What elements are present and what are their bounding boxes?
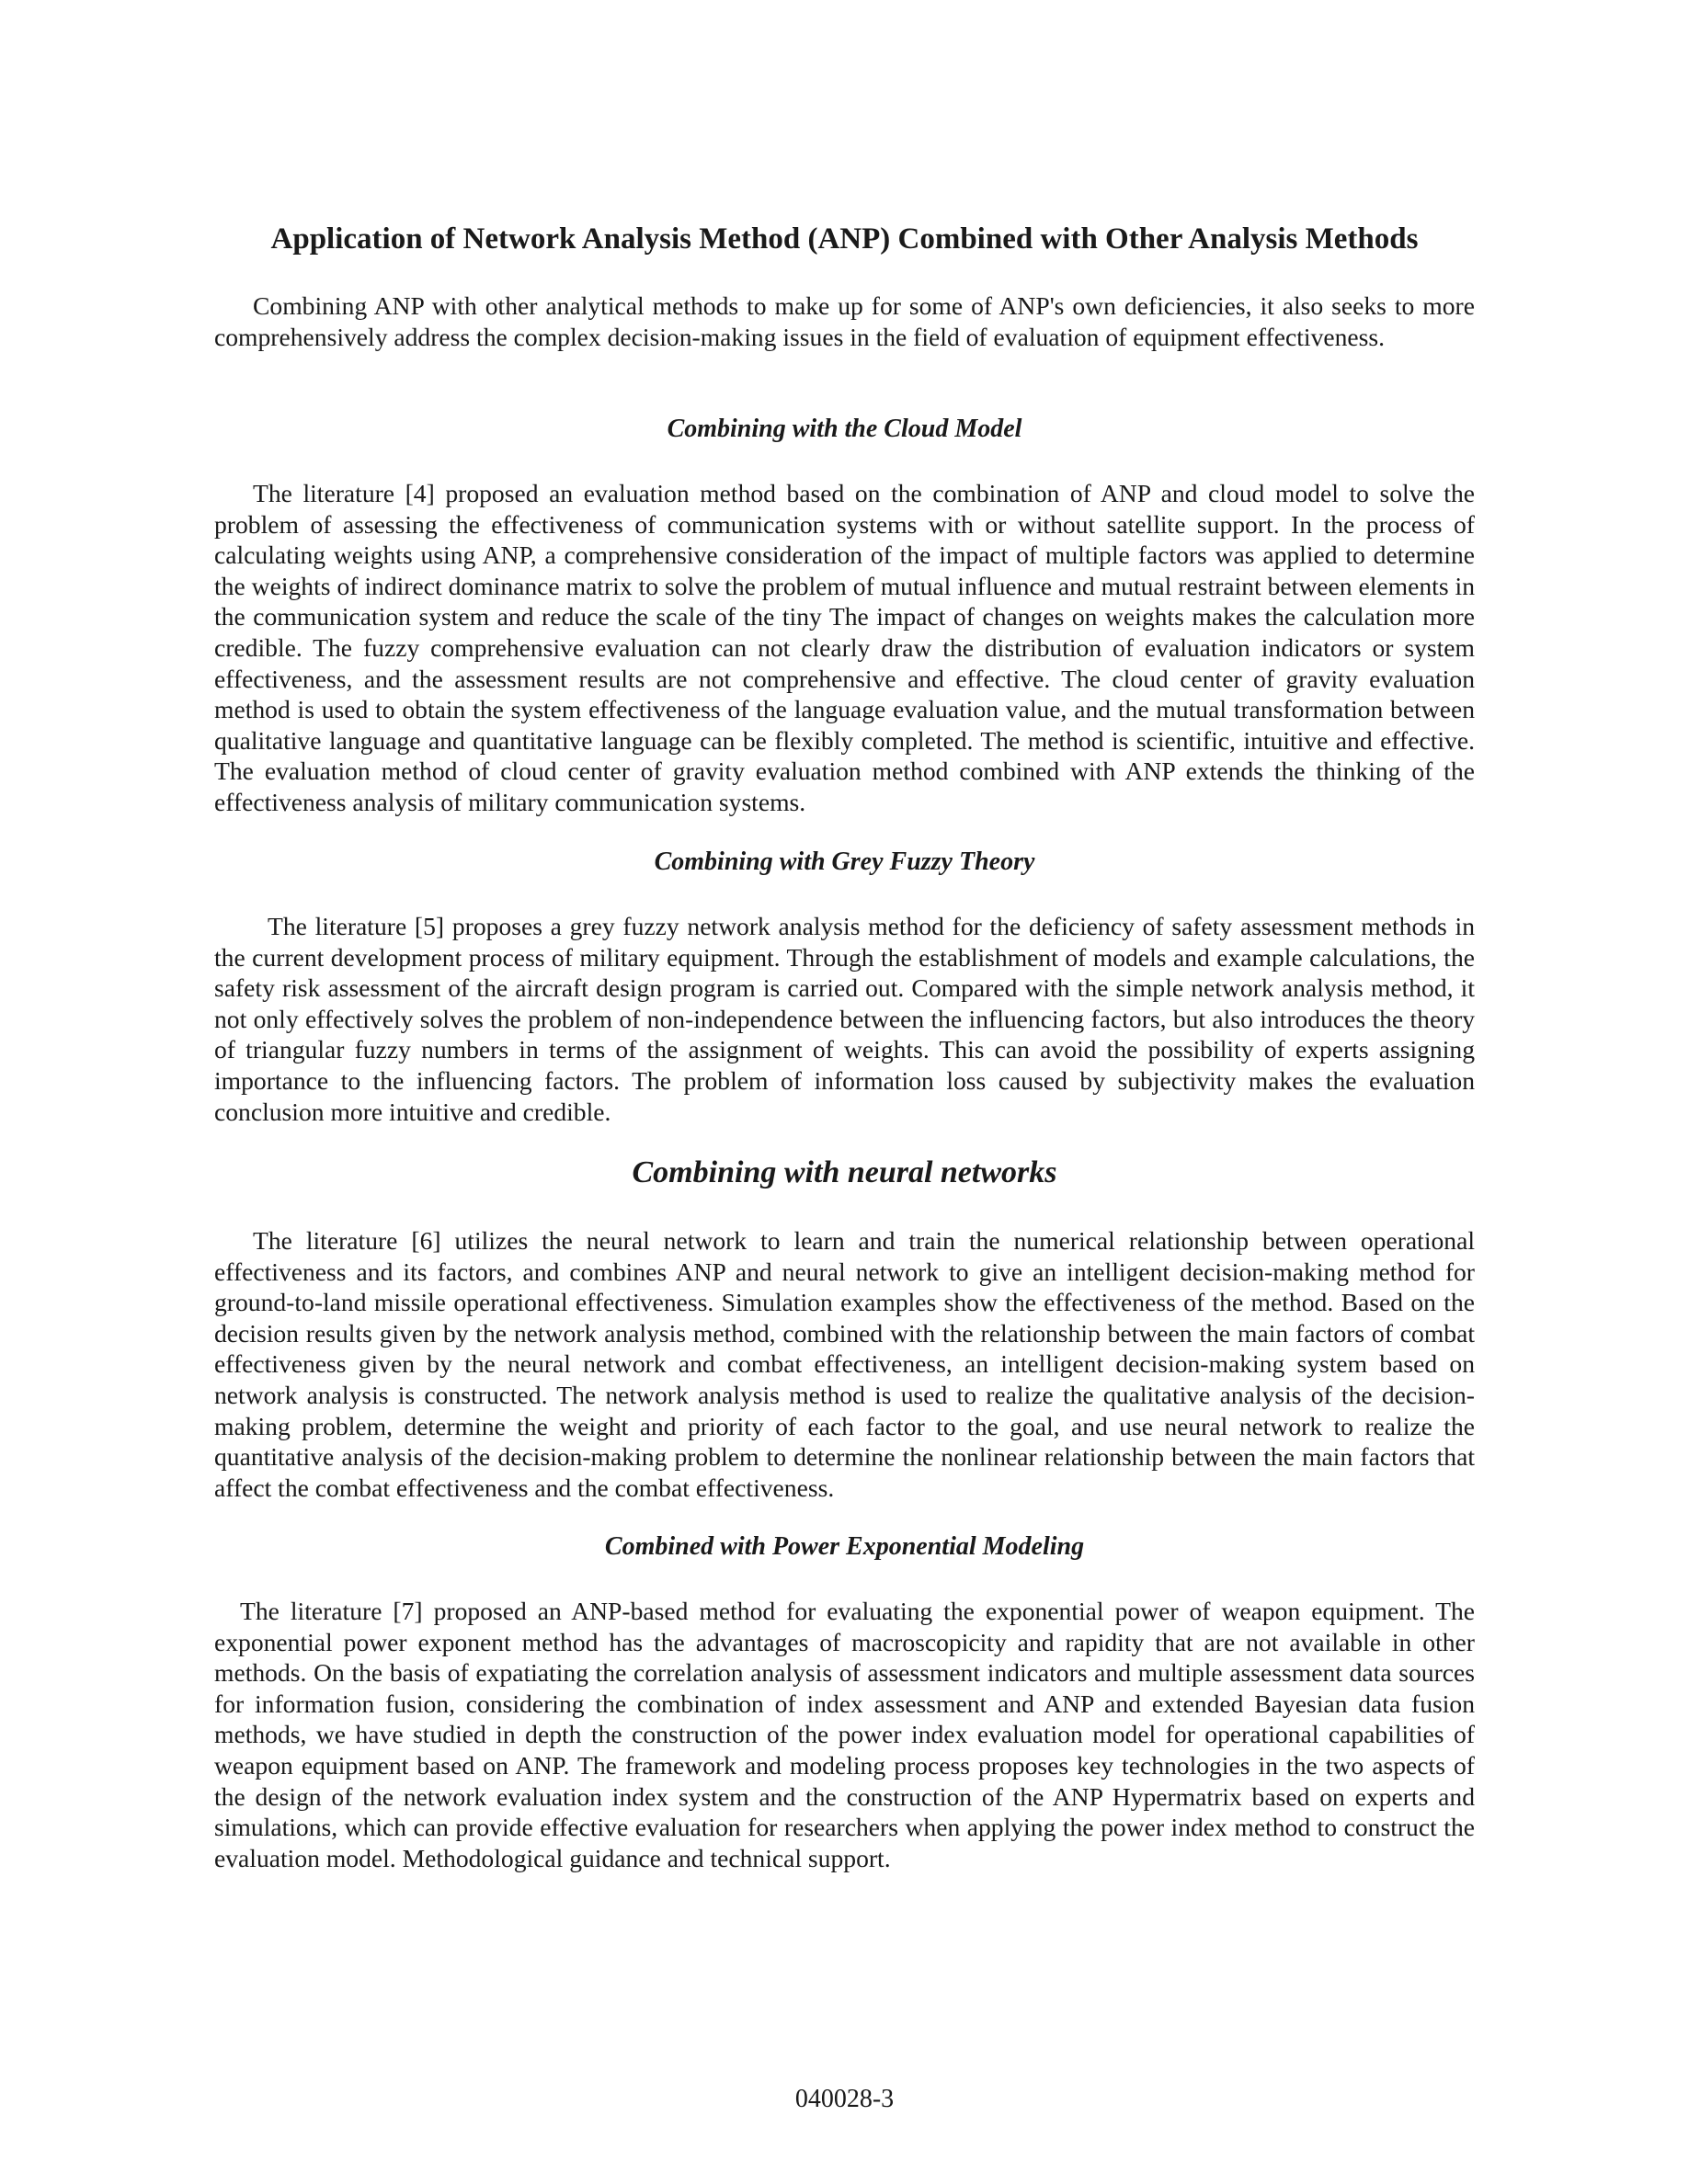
section-heading-neural-networks: Combining with neural networks xyxy=(632,1155,1057,1189)
section-heading-grey-fuzzy: Combining with Grey Fuzzy Theory xyxy=(654,847,1035,876)
intro-paragraph: Combining ANP with other analytical methods to make up for some of ANP's own deficiencies, it also seeks to more comprehensively address the complex decision-making issues in the field of evaluation of equipment effectiveness. xyxy=(214,291,1475,351)
section-body-grey-fuzzy: The literature [5] proposes a grey fuzzy network analysis method for the deficiency of safety assessment methods in the current development process of military equipment. Through the establishment of models and example calculations, the safety risk assessment of the aircraft design program is carried out. Compared with the simple network analysis method, it not only effectively solves the problem of non-independence between the influencing factors, but also introduces the theory of triangular fuzzy numbers in terms of the assignment of weights. This can avoid the possibility of experts assigning importance to the influencing factors. The problem of information loss caused by subjectivity makes the evaluation conclusion more intuitive and credible. xyxy=(214,912,1475,1126)
section-body-cloud-model: The literature [4] proposed an evaluation method based on the combination of ANP and cloud model to solve the problem of assessing the effectiveness of communication systems with or without satellite support. In the process of calculating weights using ANP, a comprehensive consideration of the impact of multiple factors was applied to determine the weights of indirect dominance matrix to solve the problem of mutual influence and mutual restraint between elements in the communication system and reduce the scale of the tiny The impact of changes on weights makes the calculation more credible. The fuzzy comprehensive evaluation can not clearly draw the distribution of evaluation indicators or system effectiveness, and the assessment results are not comprehensive and effective. The cloud center of gravity evaluation method is used to obtain the system effectiveness of the language evaluation value, and the mutual transformation between qualitative language and quantitative language can be flexibly completed. The method is scientific, intuitive and effective. The evaluation method of cloud center of gravity evaluation method combined with ANP extends the thinking of the effectiveness analysis of military communication systems. xyxy=(214,479,1475,816)
section-body-power-exponential: The literature [7] proposed an ANP-based method for evaluating the exponential power of weapon equipment. The exponential power exponent method has the advantages of macroscopicity and rapidity that are not available in other methods. On the basis of expatiating the correlation analysis of assessment indicators and multiple assessment data sources for information fusion, considering the combination of index assessment and ANP and extended Bayesian data fusion methods, we have studied in depth the construction of the power index evaluation model for operational capabilities of weapon equipment based on ANP. The framework and modeling process proposes key technologies in the two aspects of the design of the network evaluation index system and the construction of the ANP Hypermatrix based on experts and simulations, which can provide effective evaluation for researchers when applying the power index method to construct the evaluation model. Methodological guidance and technical support. xyxy=(214,1597,1475,1872)
section-heading-cloud-model: Combining with the Cloud Model xyxy=(667,415,1022,443)
section-heading-power-exponential: Combined with Power Exponential Modeling xyxy=(604,1532,1085,1561)
section-body-neural-networks: The literature [6] utilizes the neural network to learn and train the numerical relationship between operational effectiveness and its factors, and combines ANP and neural network to give an intelligent decision-making method for ground-to-land missile operational effectiveness. Simulation examples show the effectiveness of the method. Based on the decision results given by the network analysis method, combined with the relationship between the main factors of combat effectiveness given by the neural network and combat effectiveness, an intelligent decision-making system based on network analysis is constructed. The network analysis method is used to realize the qualitative analysis of the decision-making problem, determine the weight and priority of each factor to the goal, and use neural network to realize the quantitative analysis of the decision-making problem to determine the nonlinear relationship between the main factors that affect the combat effectiveness and the combat effectiveness. xyxy=(214,1226,1475,1502)
page-number: 040028-3 xyxy=(794,2085,895,2113)
page-title: Application of Network Analysis Method (ANP) Combined with Other Analysis Methods xyxy=(270,222,1419,256)
